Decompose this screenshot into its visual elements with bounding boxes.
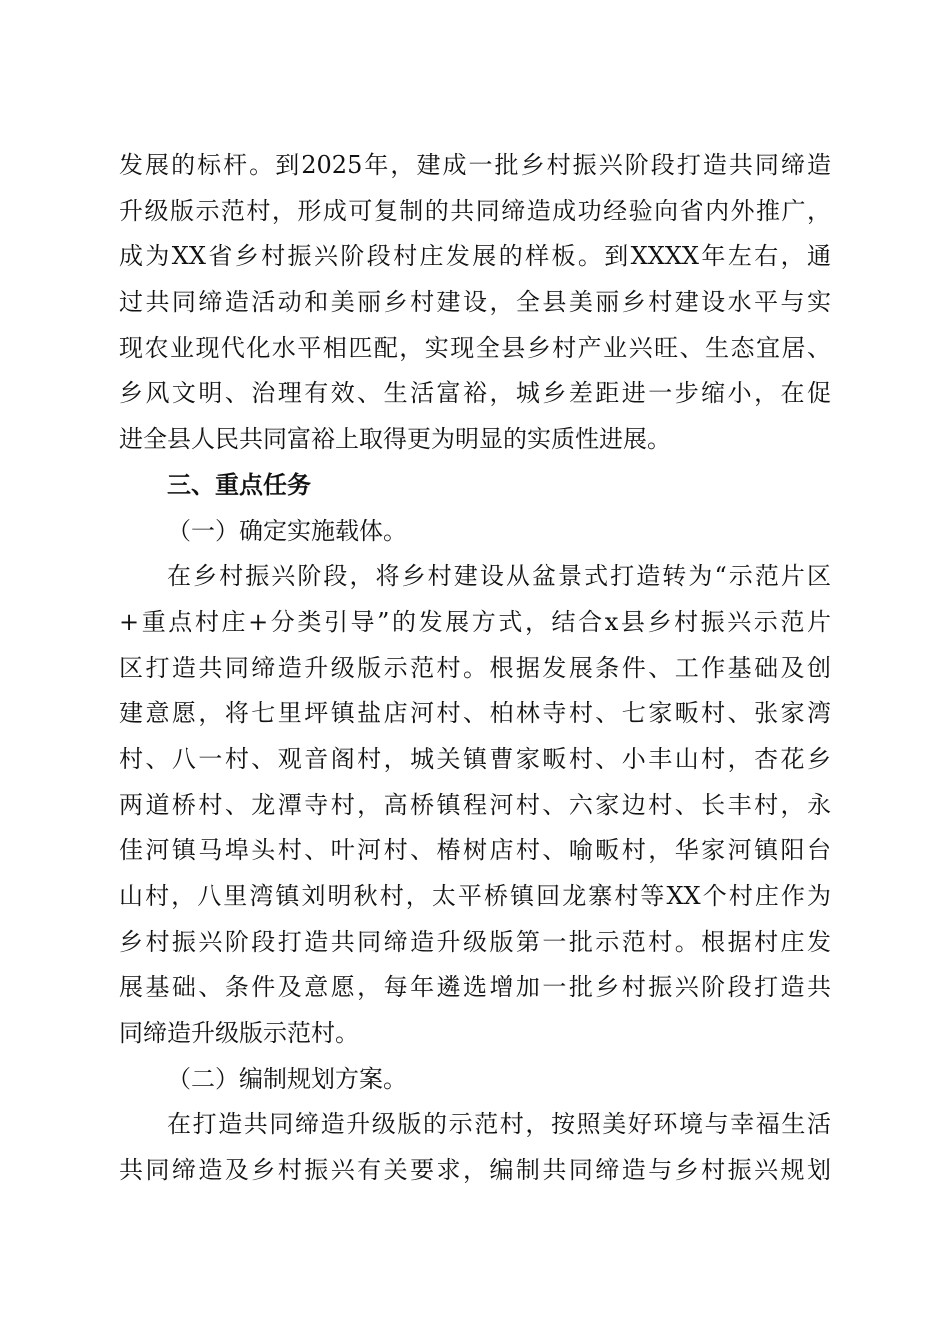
paragraph-line: 两道桥村、龙潭寺村，高桥镇程河村、六家边村、长丰村，永 — [119, 790, 831, 819]
paragraph-line: 乡村振兴阶段打造共同缔造升级版第一批示范村。根据村庄发 — [119, 927, 831, 956]
paragraph-line: 建意愿，将七里坪镇盐店河村、柏林寺村、七家畈村、张家湾 — [119, 699, 831, 728]
section-heading: 三、重点任务 — [167, 470, 311, 499]
paragraph-line: 在乡村振兴阶段，将乡村建设从盆景式打造转为“示范片区 — [167, 562, 831, 591]
document-body — [119, 143, 831, 1194]
paragraph-line: 佳河镇马埠头村、叶河村、椿树店村、喻畈村，华家河镇阳台 — [119, 836, 831, 865]
paragraph-line: 在打造共同缔造升级版的示范村，按照美好环境与幸福生活 — [167, 1110, 831, 1139]
subsection-heading: （一）确定实施载体。 — [167, 516, 407, 545]
subsection-heading: （二）编制规划方案。 — [167, 1064, 407, 1093]
paragraph-line: 成为XX省乡村振兴阶段村庄发展的样板。到XXXX年左右，通 — [119, 242, 831, 271]
paragraph-line: 区打造共同缔造升级版示范村。根据发展条件、工作基础及创 — [119, 653, 831, 682]
paragraph-line: 山村，八里湾镇刘明秋村，太平桥镇回龙寨村等XX个村庄作为 — [119, 882, 831, 910]
paragraph-line: 进全县人民共同富裕上取得更为明显的实质性进展。 — [119, 425, 671, 454]
paragraph-line: 乡风文明、治理有效、生活富裕，城乡差距进一步缩小，在促 — [119, 379, 831, 408]
paragraph-line: 发展的标杆。到2025年，建成一批乡村振兴阶段打造共同缔造 — [119, 151, 831, 179]
paragraph-line: 同缔造升级版示范村。 — [119, 1019, 359, 1048]
paragraph-line: 升级版示范村，形成可复制的共同缔造成功经验向省内外推广， — [119, 196, 831, 225]
paragraph-line: +重点村庄+分类引导”的发展方式，结合x县乡村振兴示范片 — [119, 607, 831, 636]
paragraph-line: 共同缔造及乡村振兴有关要求，编制共同缔造与乡村振兴规划 — [119, 1156, 831, 1185]
paragraph-line: 村、八一村、观音阁村，城关镇曹家畈村、小丰山村，杏花乡 — [119, 744, 831, 773]
paragraph-line: 展基础、条件及意愿，每年遴选增加一批乡村振兴阶段打造共 — [119, 973, 831, 1002]
paragraph-line: 现农业现代化水平相匹配，实现全县乡村产业兴旺、生态宜居、 — [119, 333, 831, 362]
paragraph-line: 过共同缔造活动和美丽乡村建设，全县美丽乡村建设水平与实 — [119, 288, 831, 317]
